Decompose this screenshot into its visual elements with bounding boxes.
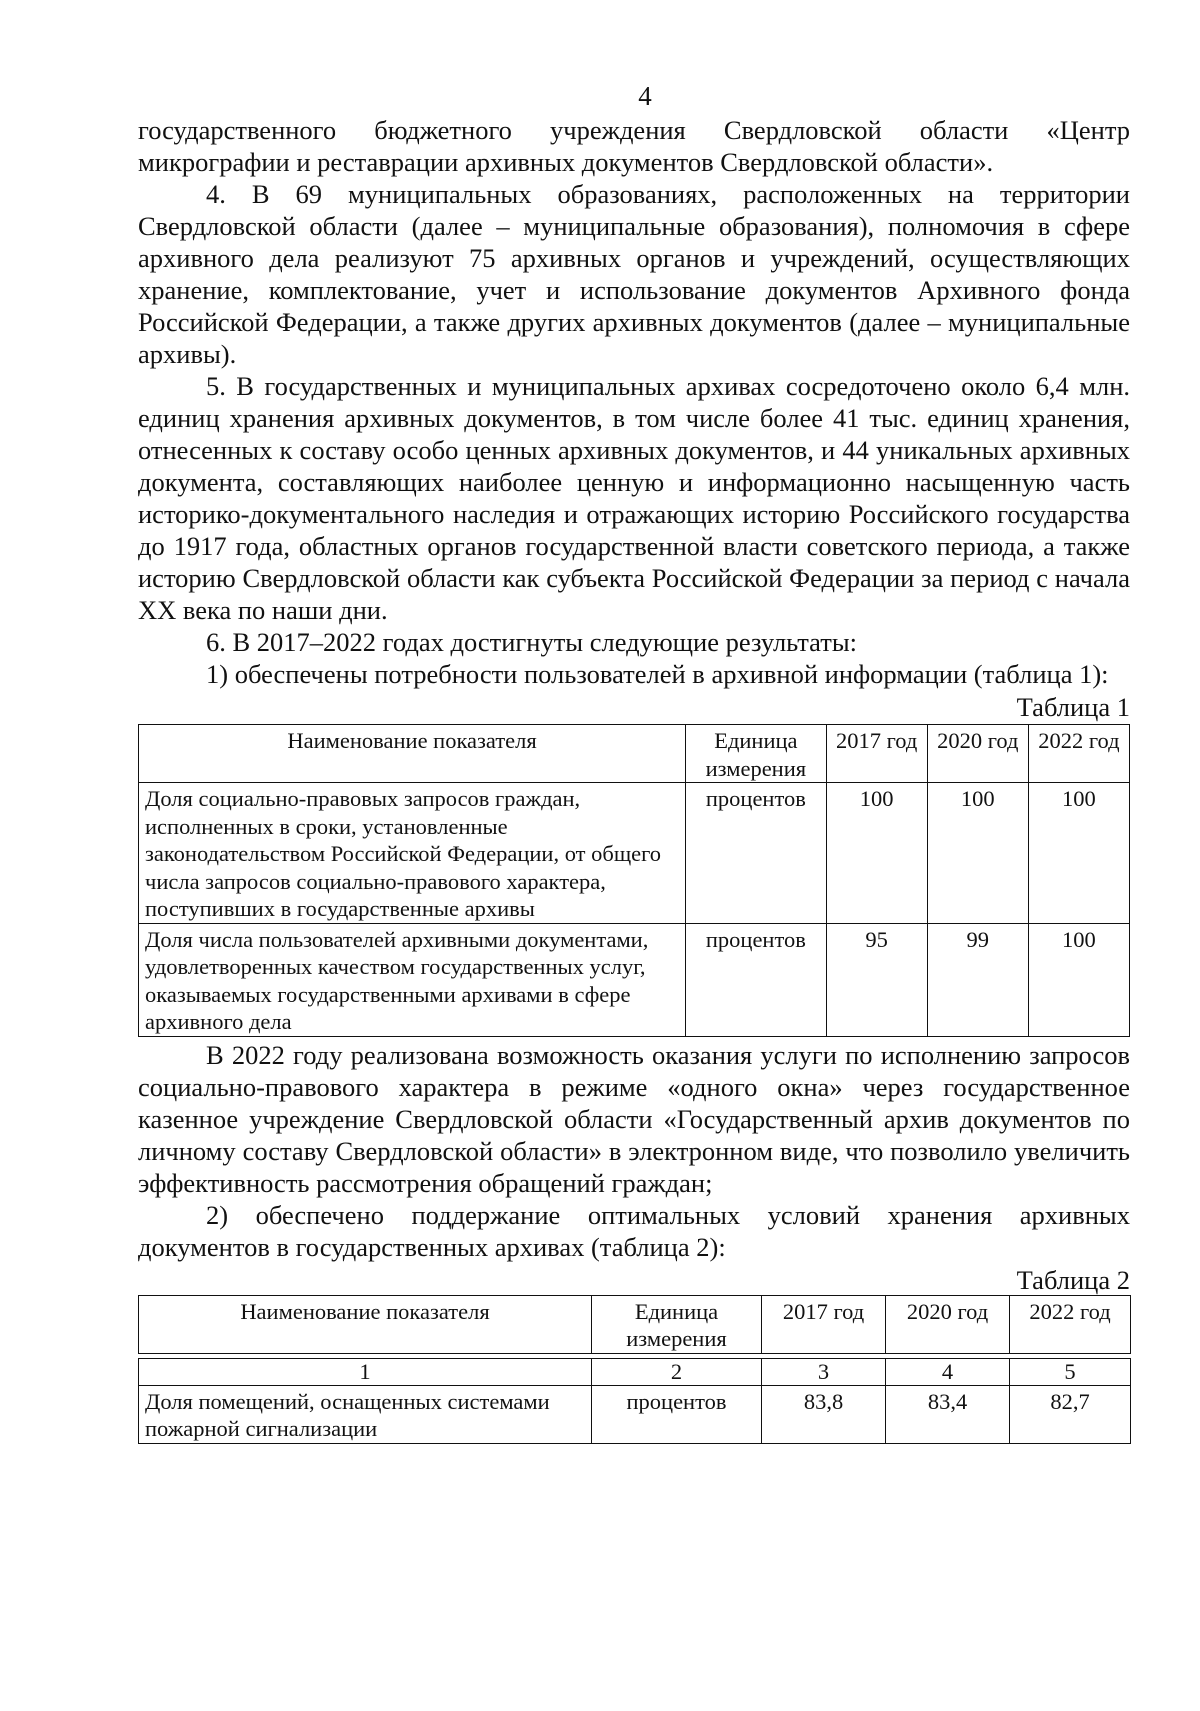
table-1-row-2-2020: 99 (927, 923, 1028, 1036)
table-2-row-1-2022: 82,7 (1010, 1385, 1131, 1443)
table-1-header-2017: 2017 год (826, 725, 927, 783)
table-2-header-2022: 2022 год (1010, 1295, 1131, 1353)
table-2-colnum-1: 1 (139, 1358, 592, 1385)
table-1-row-2-unit: процентов (686, 923, 827, 1036)
paragraph-5: 1) обеспечены потребности пользователей в архивной информации (таблица 1): (206, 659, 1109, 689)
page-number: 4 (638, 81, 652, 111)
table-2-row-1-name: Доля помещений, оснащенных системами пожарной сигнализации (139, 1385, 592, 1443)
table-2-header-name: Наименование показателя (139, 1295, 592, 1353)
table-2-row-1-2020: 83,4 (886, 1385, 1010, 1443)
table-2-colnum-4: 4 (886, 1358, 1010, 1385)
paragraph-1: государственного бюджетного учреждения Свердловской области «Центр микрографии и реставрации архивных документов Свердловской области». (138, 115, 1130, 177)
table-1-header-row (139, 725, 1130, 783)
table-2-row-1-2017: 83,8 (762, 1385, 886, 1443)
table-row (139, 783, 1130, 924)
table-2-colnum-3: 3 (762, 1358, 886, 1385)
table-1-row-2-name: Доля числа пользователей архивными документами, удовлетворенных качеством государственных услуг, оказываемых государственными архивами в сфере архивного дела (139, 923, 686, 1036)
table-2-header-unit: Единица измерения (592, 1295, 762, 1353)
table-row (139, 1385, 1131, 1443)
table-2-column-number-row (139, 1358, 1131, 1385)
table-1-header-name: Наименование показателя (139, 725, 686, 783)
table-1-row-2-2022: 100 (1028, 923, 1129, 1036)
table-2-row-1-unit: процентов (592, 1385, 762, 1443)
paragraph-2: 4. В 69 муниципальных образованиях, расположенных на территории Свердловской области (далее – муниципальные образования), полномочия в сфере архивного дела реализуют 75 архивных органов и учреждений, осуществляющих хранение, комплектование, учет и использование документов Архивного фонда Российской Федерации, а также других архивных документов (далее – муниципальные архивы). (138, 179, 1130, 369)
table-1-row-1-2020: 100 (927, 783, 1028, 924)
table-1 (138, 724, 1130, 1037)
table-1-row-2-2017: 95 (826, 923, 927, 1036)
table-1-row-1-2017: 100 (826, 783, 927, 924)
table-2-header-2017: 2017 год (762, 1295, 886, 1353)
table-2-header-2020: 2020 год (886, 1295, 1010, 1353)
table-1-header-unit: Единица измерения (686, 725, 827, 783)
document-page (138, 80, 1130, 1680)
table-1-header-2020: 2020 год (927, 725, 1028, 783)
table-1-caption: Таблица 1 (1016, 692, 1130, 722)
table-2-caption: Таблица 2 (1016, 1264, 1130, 1295)
paragraph-3: 5. В государственных и муниципальных архивах сосредоточено около 6,4 млн. единиц хранения архивных документов, в том числе более 41 тыс. единиц хранения, отнесенных к составу особо ценных архивных документов, и 44 уникальных архивных документа, составляющих наиболее ценную и информационно насыщенную часть историко-документального наследия и отражающих историю Российского государства до 1917 года, областных органов государственной власти советского периода, а также историю Свердловской области как субъекта Российской Федерации за период с начала XX века по наши дни. (138, 371, 1130, 625)
table-1-row-1-unit: процентов (686, 783, 827, 924)
table-1-row-1-2022: 100 (1028, 783, 1129, 924)
table-2 (138, 1295, 1131, 1444)
paragraph-6: В 2022 году реализована возможность оказания услуги по исполнению запросов социально-правового характера в режиме «одного окна» через государственное казенное учреждение Свердловской области «Государственный архив документов по личному составу Свердловской области» в электронном виде, что позволило увеличить эффективность рассмотрения обращений граждан; (138, 1039, 1130, 1198)
table-2-colnum-2: 2 (592, 1358, 762, 1385)
table-2-colnum-5: 5 (1010, 1358, 1131, 1385)
table-1-row-1-name: Доля социально-правовых запросов граждан, исполненных в сроки, установленные законодательством Российской Федерации, от общего числа запросов социально-правового характера, поступивших в государственные архивы (139, 783, 686, 924)
table-row (139, 923, 1130, 1036)
paragraph-7: 2) обеспечено поддержание оптимальных условий хранения архивных документов в государственных архивах (таблица 2): (138, 1199, 1130, 1262)
table-2-header-row (139, 1295, 1131, 1353)
table-1-header-2022: 2022 год (1028, 725, 1129, 783)
paragraph-4: 6. В 2017–2022 годах достигнуты следующие результаты: (206, 627, 857, 657)
